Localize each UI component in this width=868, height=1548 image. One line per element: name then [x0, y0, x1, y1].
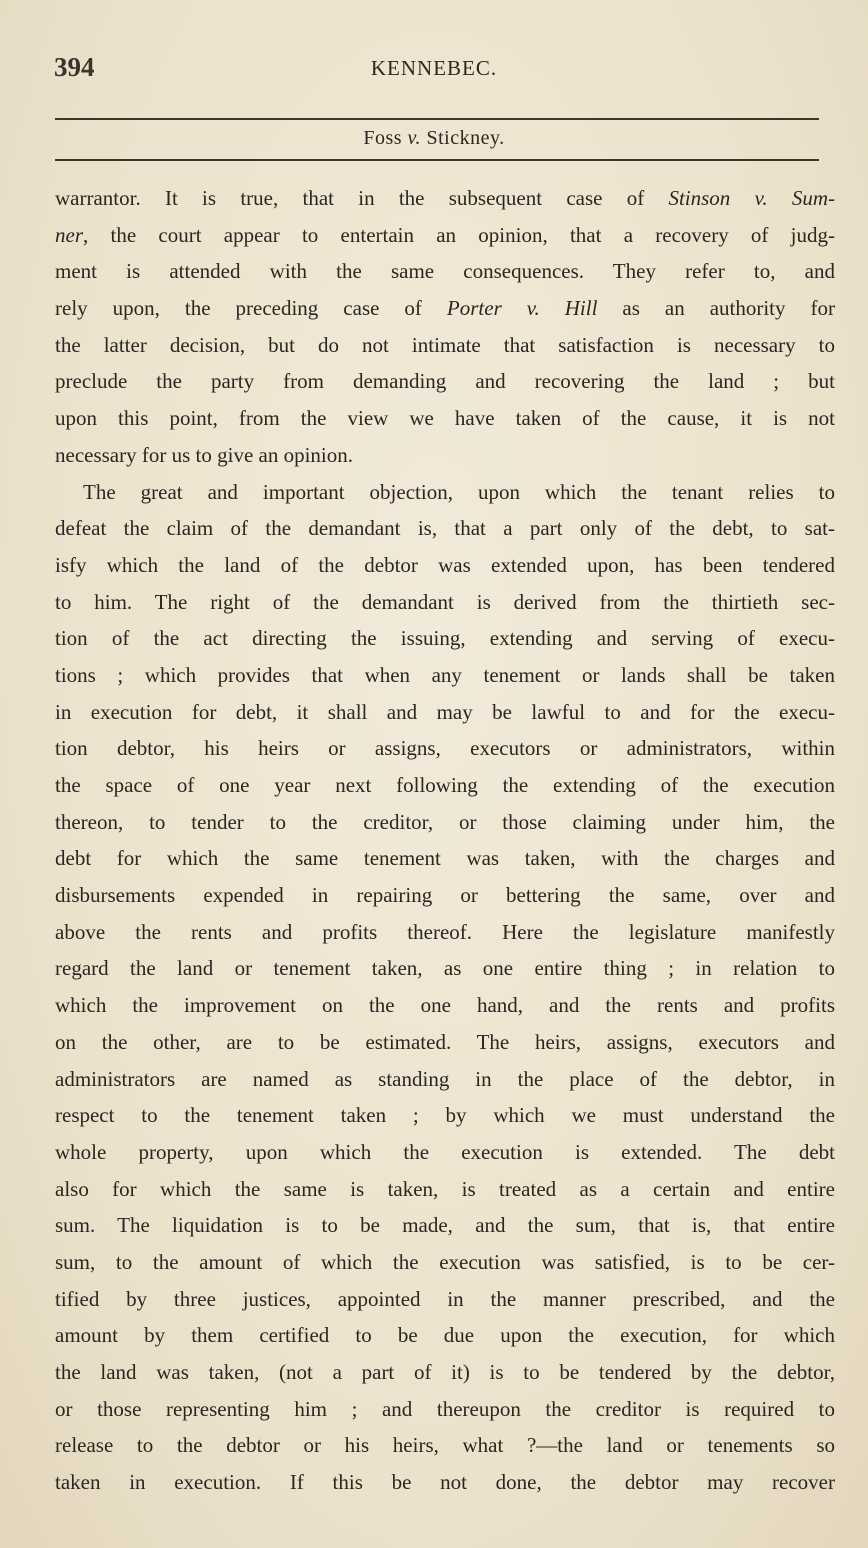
text-line [55, 694, 835, 731]
text-segment: sum. The liquidation is to be made, and the sum, that is, that entire [55, 1213, 835, 1238]
text-segment: or those representing him ; and thereupon the creditor is required to [55, 1396, 835, 1421]
running-title: KENNEBEC. [370, 56, 498, 80]
text-line [55, 217, 835, 254]
text-segment: debt for which the same tenement was taken, with the charges and [55, 846, 835, 871]
text-segment: taken in execution. If this be not done, the debtor may recover [55, 1470, 835, 1495]
text-segment: warrantor. It is true, that in the subsequent case of [55, 186, 669, 210]
text-line [55, 510, 835, 547]
text-line [55, 730, 835, 767]
text-segment: release to the debtor or his heirs, what ?—the land or tenements so [55, 1433, 835, 1458]
text-line [55, 877, 835, 914]
case-title-plaintiff: Foss [363, 127, 408, 149]
text-segment: on the other, are to be estimated. The heirs, assigns, executors and [55, 1029, 835, 1054]
case-citation: ner [55, 222, 83, 247]
text-segment: tions ; which provides that when any tenement or lands shall be taken [55, 662, 835, 687]
text-line [55, 620, 835, 657]
text-line [55, 1427, 835, 1464]
text-line [55, 950, 835, 987]
text-segment: defeat the claim of the demandant is, that a part only of the debt, to sat- [55, 516, 835, 541]
text-line [55, 767, 835, 804]
text-line [55, 1024, 835, 1061]
case-title-versus: v. [407, 127, 421, 149]
text-segment: whole property, upon which the execution is extended. The debt [55, 1139, 835, 1164]
text-segment: administrators are named as standing in the place of the debtor, in [55, 1066, 835, 1091]
text-line [55, 547, 835, 584]
text-segment: the land was taken, (not a part of it) is to be tendered by the debtor, [55, 1360, 835, 1384]
text-segment: the space of one year next following the extending of the execution [55, 773, 835, 797]
text-segment: in execution for debt, it shall and may be lawful to and for the execu- [55, 699, 835, 724]
text-segment: thereon, to tender to the creditor, or those claiming under him, the [55, 809, 835, 834]
header-rule-bottom [55, 159, 819, 161]
text-line [55, 363, 835, 400]
page-number: 394 [54, 52, 95, 82]
text-line [55, 804, 835, 841]
case-title [0, 127, 868, 150]
text-line [55, 1171, 835, 1208]
text-line [55, 914, 835, 951]
text-segment: disbursements expended in repairing or bettering the same, over and [55, 883, 835, 908]
text-line [55, 327, 835, 364]
case-citation: Porter v. Hill [446, 296, 598, 321]
case-title-defendant: Stickney. [420, 127, 505, 149]
text-segment: regard the land or tenement taken, as one entire thing ; in relation to [55, 956, 835, 981]
text-line [55, 1317, 835, 1354]
text-line [55, 180, 835, 217]
text-segment: respect to the tenement taken ; by which we must understand the [55, 1103, 835, 1128]
text-line [55, 1097, 835, 1134]
text-line [55, 437, 835, 474]
text-segment: tified by three justices, appointed in the manner prescribed, and the [55, 1286, 835, 1311]
text-segment: to him. The right of the demandant is derived from the thirtieth sec- [55, 589, 835, 614]
case-citation: Stinson v. Sum- [668, 186, 835, 210]
text-segment: which the improvement on the one hand, and the rents and profits [55, 993, 835, 1018]
text-segment: also for which the same is taken, is treated as a certain and entire [55, 1176, 835, 1201]
text-segment: upon this point, from the view we have taken of the cause, it is not [55, 406, 835, 431]
text-line [55, 1391, 835, 1428]
text-segment: isfy which the land of the debtor was extended upon, has been tendered [55, 552, 835, 577]
text-line [55, 1061, 835, 1098]
text-segment: as an authority for [597, 296, 835, 321]
text-line [55, 1244, 835, 1281]
text-line [55, 1354, 835, 1391]
text-line [55, 253, 835, 290]
text-line [55, 290, 835, 327]
text-segment: The great and important objection, upon which the tenant relies to [83, 479, 835, 504]
text-segment: amount by them certified to be due upon the execution, for which [55, 1323, 835, 1348]
text-line [55, 400, 835, 437]
text-line [55, 657, 835, 694]
text-line [55, 1207, 835, 1244]
text-line [55, 584, 835, 621]
text-segment: , the court appear to entertain an opinion, that a recovery of judg- [83, 222, 835, 247]
body-text [55, 180, 835, 1501]
text-line [55, 1464, 835, 1501]
text-segment: ment is attended with the same consequences. They refer to, and [55, 259, 835, 284]
text-segment: rely upon, the preceding case of [55, 296, 447, 321]
text-segment: preclude the party from demanding and recovering the land ; but [55, 369, 835, 394]
text-line [55, 1281, 835, 1318]
text-segment: tion of the act directing the issuing, extending and serving of execu- [55, 626, 835, 651]
text-line [55, 987, 835, 1024]
text-line [55, 840, 835, 877]
text-segment: tion debtor, his heirs or assigns, executors or administrators, within [55, 736, 835, 761]
text-segment: necessary for us to give an opinion. [55, 442, 354, 467]
text-line [55, 1134, 835, 1171]
text-segment: above the rents and profits thereof. Here the legislature manifestly [55, 919, 835, 944]
text-segment: the latter decision, but do not intimate that satisfaction is necessary to [55, 332, 835, 357]
text-line [55, 474, 835, 511]
header-rule-top [55, 118, 819, 120]
text-segment: sum, to the amount of which the execution was satisfied, is to be cer- [55, 1249, 835, 1274]
